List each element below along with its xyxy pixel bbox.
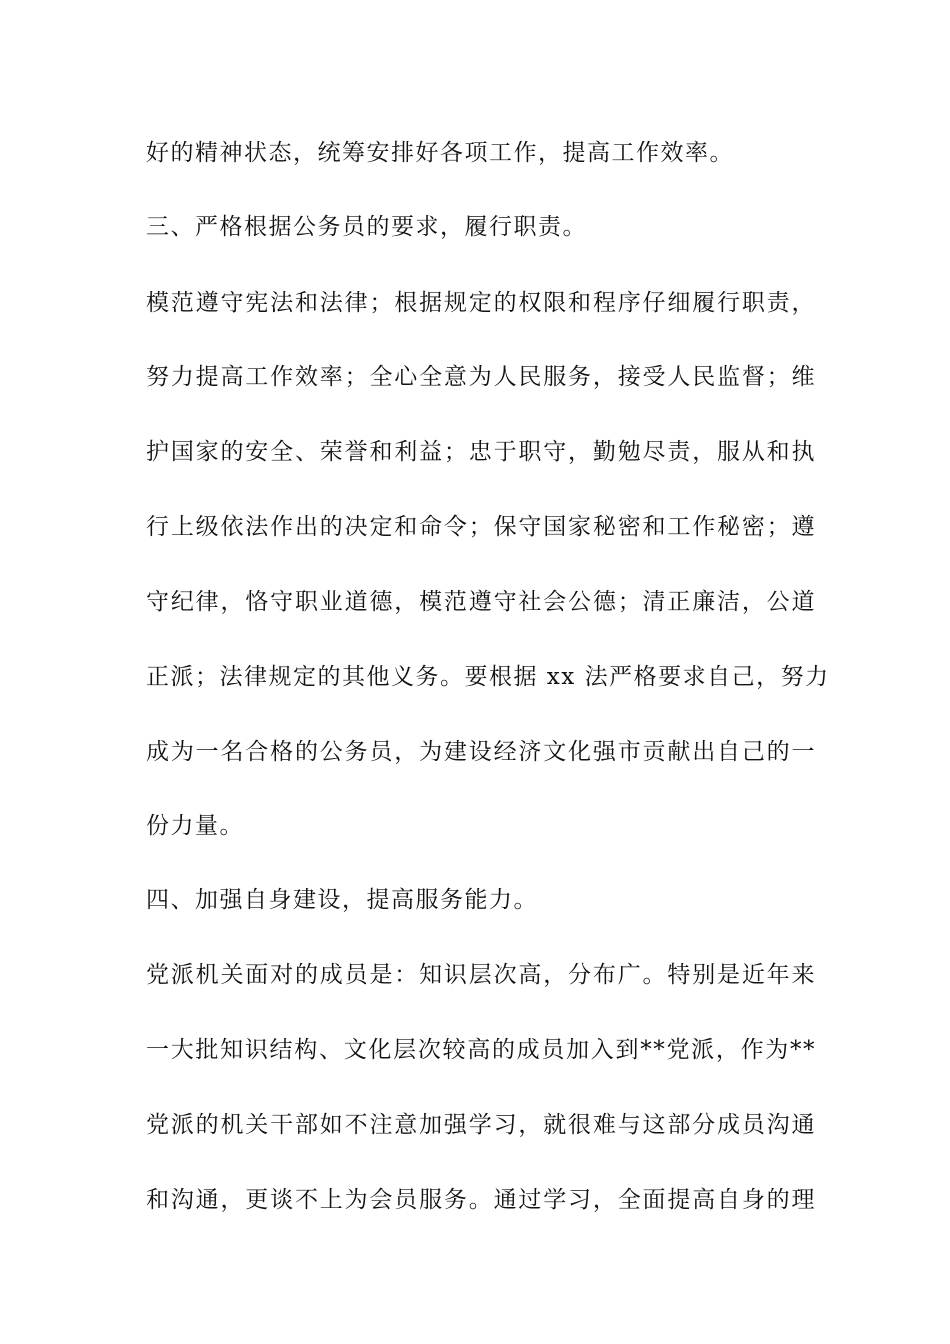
- section-heading: 四、加强自身建设，提高服务能力。: [146, 887, 538, 913]
- paragraph-line: 模范遵守宪法和法律；根据规定的权限和程序仔细履行职责，: [146, 290, 816, 316]
- section-heading: 三、严格根据公务员的要求，履行职责。: [146, 214, 587, 240]
- paragraph-line: 和沟通，更谈不上为会员服务。通过学习，全面提高自身的理: [146, 1187, 816, 1213]
- paragraph-line: 份力量。: [146, 813, 244, 839]
- paragraph-line: 党派机关面对的成员是：知识层次高，分布广。特别是近年来: [146, 962, 816, 988]
- paragraph-line: 努力提高工作效率；全心全意为人民服务，接受人民监督；维: [146, 364, 816, 390]
- paragraph-line: 护国家的安全、荣誉和利益；忠于职守，勤勉尽责，服从和执: [146, 439, 816, 465]
- paragraph-line: 行上级依法作出的决定和命令；保守国家秘密和工作秘密；遵: [146, 514, 816, 540]
- paragraph-line: 党派的机关干部如不注意加强学习，就很难与这部分成员沟通: [146, 1112, 816, 1138]
- paragraph-line: 一大批知识结构、文化层次较高的成员加入到**党派，作为**: [146, 1037, 816, 1063]
- paragraph-line: 好的精神状态，统筹安排好各项工作，提高工作效率。: [146, 140, 734, 166]
- paragraph-line: 成为一名合格的公务员，为建设经济文化强市贡献出自己的一: [146, 739, 816, 765]
- paragraph-line: 正派；法律规定的其他义务。要根据 xx 法严格要求自己，努力: [146, 664, 830, 690]
- paragraph-line: 守纪律，恪守职业道德，模范遵守社会公德；清正廉洁，公道: [146, 589, 816, 615]
